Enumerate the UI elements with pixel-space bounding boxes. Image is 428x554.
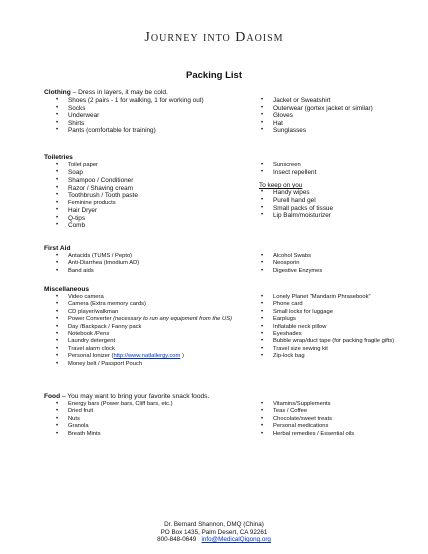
list-item: • Comb: [54, 222, 249, 230]
list-item: • Personal medications: [259, 423, 409, 430]
list-item: • CD player/walkman: [54, 309, 249, 316]
list-item: • Money belt / Passport Pouch: [54, 361, 249, 368]
list-item: • Pants (comfortable for training): [54, 127, 249, 135]
misc-left-list: [54, 294, 249, 368]
list-item: • Insect repellent: [259, 169, 409, 177]
misc-section: [44, 286, 404, 367]
list-item: • Zip-lock bag: [259, 353, 409, 360]
clothing-left-list: [54, 97, 249, 135]
misc-right-list: [259, 294, 409, 361]
list-item: • Sunscreen: [259, 162, 409, 169]
list-item: • Phone card: [259, 301, 409, 308]
list-item: • Notebook /Pens: [54, 331, 249, 338]
list-item: • Digestive Enzymes: [259, 268, 409, 275]
contact-footer: [0, 521, 428, 544]
first-aid-right-list: [259, 253, 409, 275]
list-item: • Shirts: [54, 120, 249, 128]
footer-contact-line: [0, 536, 428, 544]
list-item: • Razor / Shaving cream: [54, 185, 249, 193]
list-item: • Anti-Diarrhea (Imodium AD): [54, 260, 249, 267]
list-item: • Eyeshades: [259, 331, 409, 338]
list-item: • Soap: [54, 169, 249, 177]
list-item: • Alcohol Swabs: [259, 253, 409, 260]
list-item: • Nuts: [54, 416, 249, 423]
list-item: • Toilet paper: [54, 162, 249, 169]
list-item: • Q-tips: [54, 215, 249, 223]
first-aid-section: [44, 245, 404, 274]
list-item: • Sunglasses: [259, 127, 409, 135]
doc-title: Packing List: [186, 70, 242, 81]
list-item: • Lip Balm/moisturizer: [259, 212, 409, 220]
list-item: • Purell hand gel: [259, 197, 409, 205]
list-item: • Breath Mints: [54, 431, 249, 438]
footer-address: PO Box 1435, Palm Desert, CA 92261: [160, 528, 268, 536]
misc-heading: Miscellaneous: [44, 286, 90, 293]
list-item: • Camera (Extra memory cards): [54, 301, 249, 308]
list-item: • Jacket or Sweatshirt: [259, 97, 409, 105]
list-item: • Feminine products: [54, 200, 249, 207]
list-item: • Band aids: [54, 268, 249, 275]
org-title: Journey into Daoism: [144, 30, 284, 45]
list-item: • Bubble wrap/duct tape (for packing fragile gifts): [259, 338, 398, 345]
list-item: • Inflatable neck pillow: [259, 324, 409, 331]
email-link[interactable]: info@MedicalQigong.org: [201, 536, 271, 544]
list-item: • Video camera: [54, 294, 249, 301]
list-item: • Energy bars (Power bars, Cliff bars, etc.): [54, 401, 249, 408]
sub-heading: To keep on you: [259, 182, 303, 189]
food-left-list: [54, 401, 249, 438]
food-section: [44, 393, 404, 437]
list-item: • Neosporin: [259, 260, 409, 267]
toiletries-right-list: [259, 162, 409, 220]
footer-name: Dr. Bernard Shannon, DMQ (China): [164, 521, 264, 528]
list-item: • Chocolate/sweet treats: [259, 416, 409, 423]
list-item: • Shampoo / Conditioner: [54, 177, 249, 185]
list-item: • Teas / Coffee: [259, 408, 409, 415]
list-item: • Hair Dryer: [54, 207, 249, 215]
first-aid-heading: First Aid: [44, 245, 71, 252]
clothing-right-list: [259, 97, 409, 135]
food-right-list: [259, 401, 409, 438]
list-item: • Dried fruit: [54, 408, 249, 415]
list-item: • Outerwear (gortex jacket or similar): [259, 105, 409, 113]
list-item: • Small locks for luggage: [259, 309, 409, 316]
list-item: • Granola: [54, 423, 249, 430]
list-item: • Travel size sewing kit: [259, 346, 409, 353]
clothing-section: [44, 89, 404, 135]
list-item: • Herbal remedies / Essential oils: [259, 431, 409, 438]
list-item: • Power Converter (necessary to run any equipment from the US): [54, 316, 238, 323]
first-aid-left-list: [54, 253, 249, 275]
food-heading: Food – You may want to bring your favorite snack foods.: [44, 393, 210, 400]
clothing-heading: Clothing – Dress in layers, it may be cold.: [44, 89, 168, 96]
toiletries-left-list: [54, 162, 249, 230]
list-item: • Day /Backpack / Fanny pack: [54, 324, 249, 331]
list-item: • Hat: [259, 120, 409, 128]
ionizer-link[interactable]: http://www.natlallergy.com: [113, 353, 181, 360]
list-item: • Handy wipes: [259, 189, 409, 197]
list-item: • Antacids (TUMS / Pepto): [54, 253, 249, 260]
toiletries-heading: Toiletries: [44, 154, 73, 161]
list-item: • Travel alarm clock: [54, 346, 249, 353]
footer-phone: 800-848-0649: [157, 536, 197, 544]
list-item: • Underwear: [54, 112, 249, 120]
list-item: • Earplugs: [259, 316, 409, 323]
list-item: • Personal Ionizer (http://www.natlallergy.com ): [54, 353, 249, 360]
toiletries-section: [44, 154, 404, 230]
list-item: • Gloves: [259, 112, 409, 120]
list-item: • Small packs of tissue: [259, 205, 409, 213]
list-item: • Vitamins/Supplements: [259, 401, 409, 408]
list-item: • Lonely Planet "Mandarin Phrasebook": [259, 294, 409, 301]
list-item: • Laundry detergent: [54, 338, 249, 345]
list-item: • Toothbrush / Tooth paste: [54, 192, 249, 200]
list-item: • Socks: [54, 105, 249, 113]
list-item: • Shoes (2 pairs - 1 for walking, 1 for working out): [54, 97, 249, 105]
